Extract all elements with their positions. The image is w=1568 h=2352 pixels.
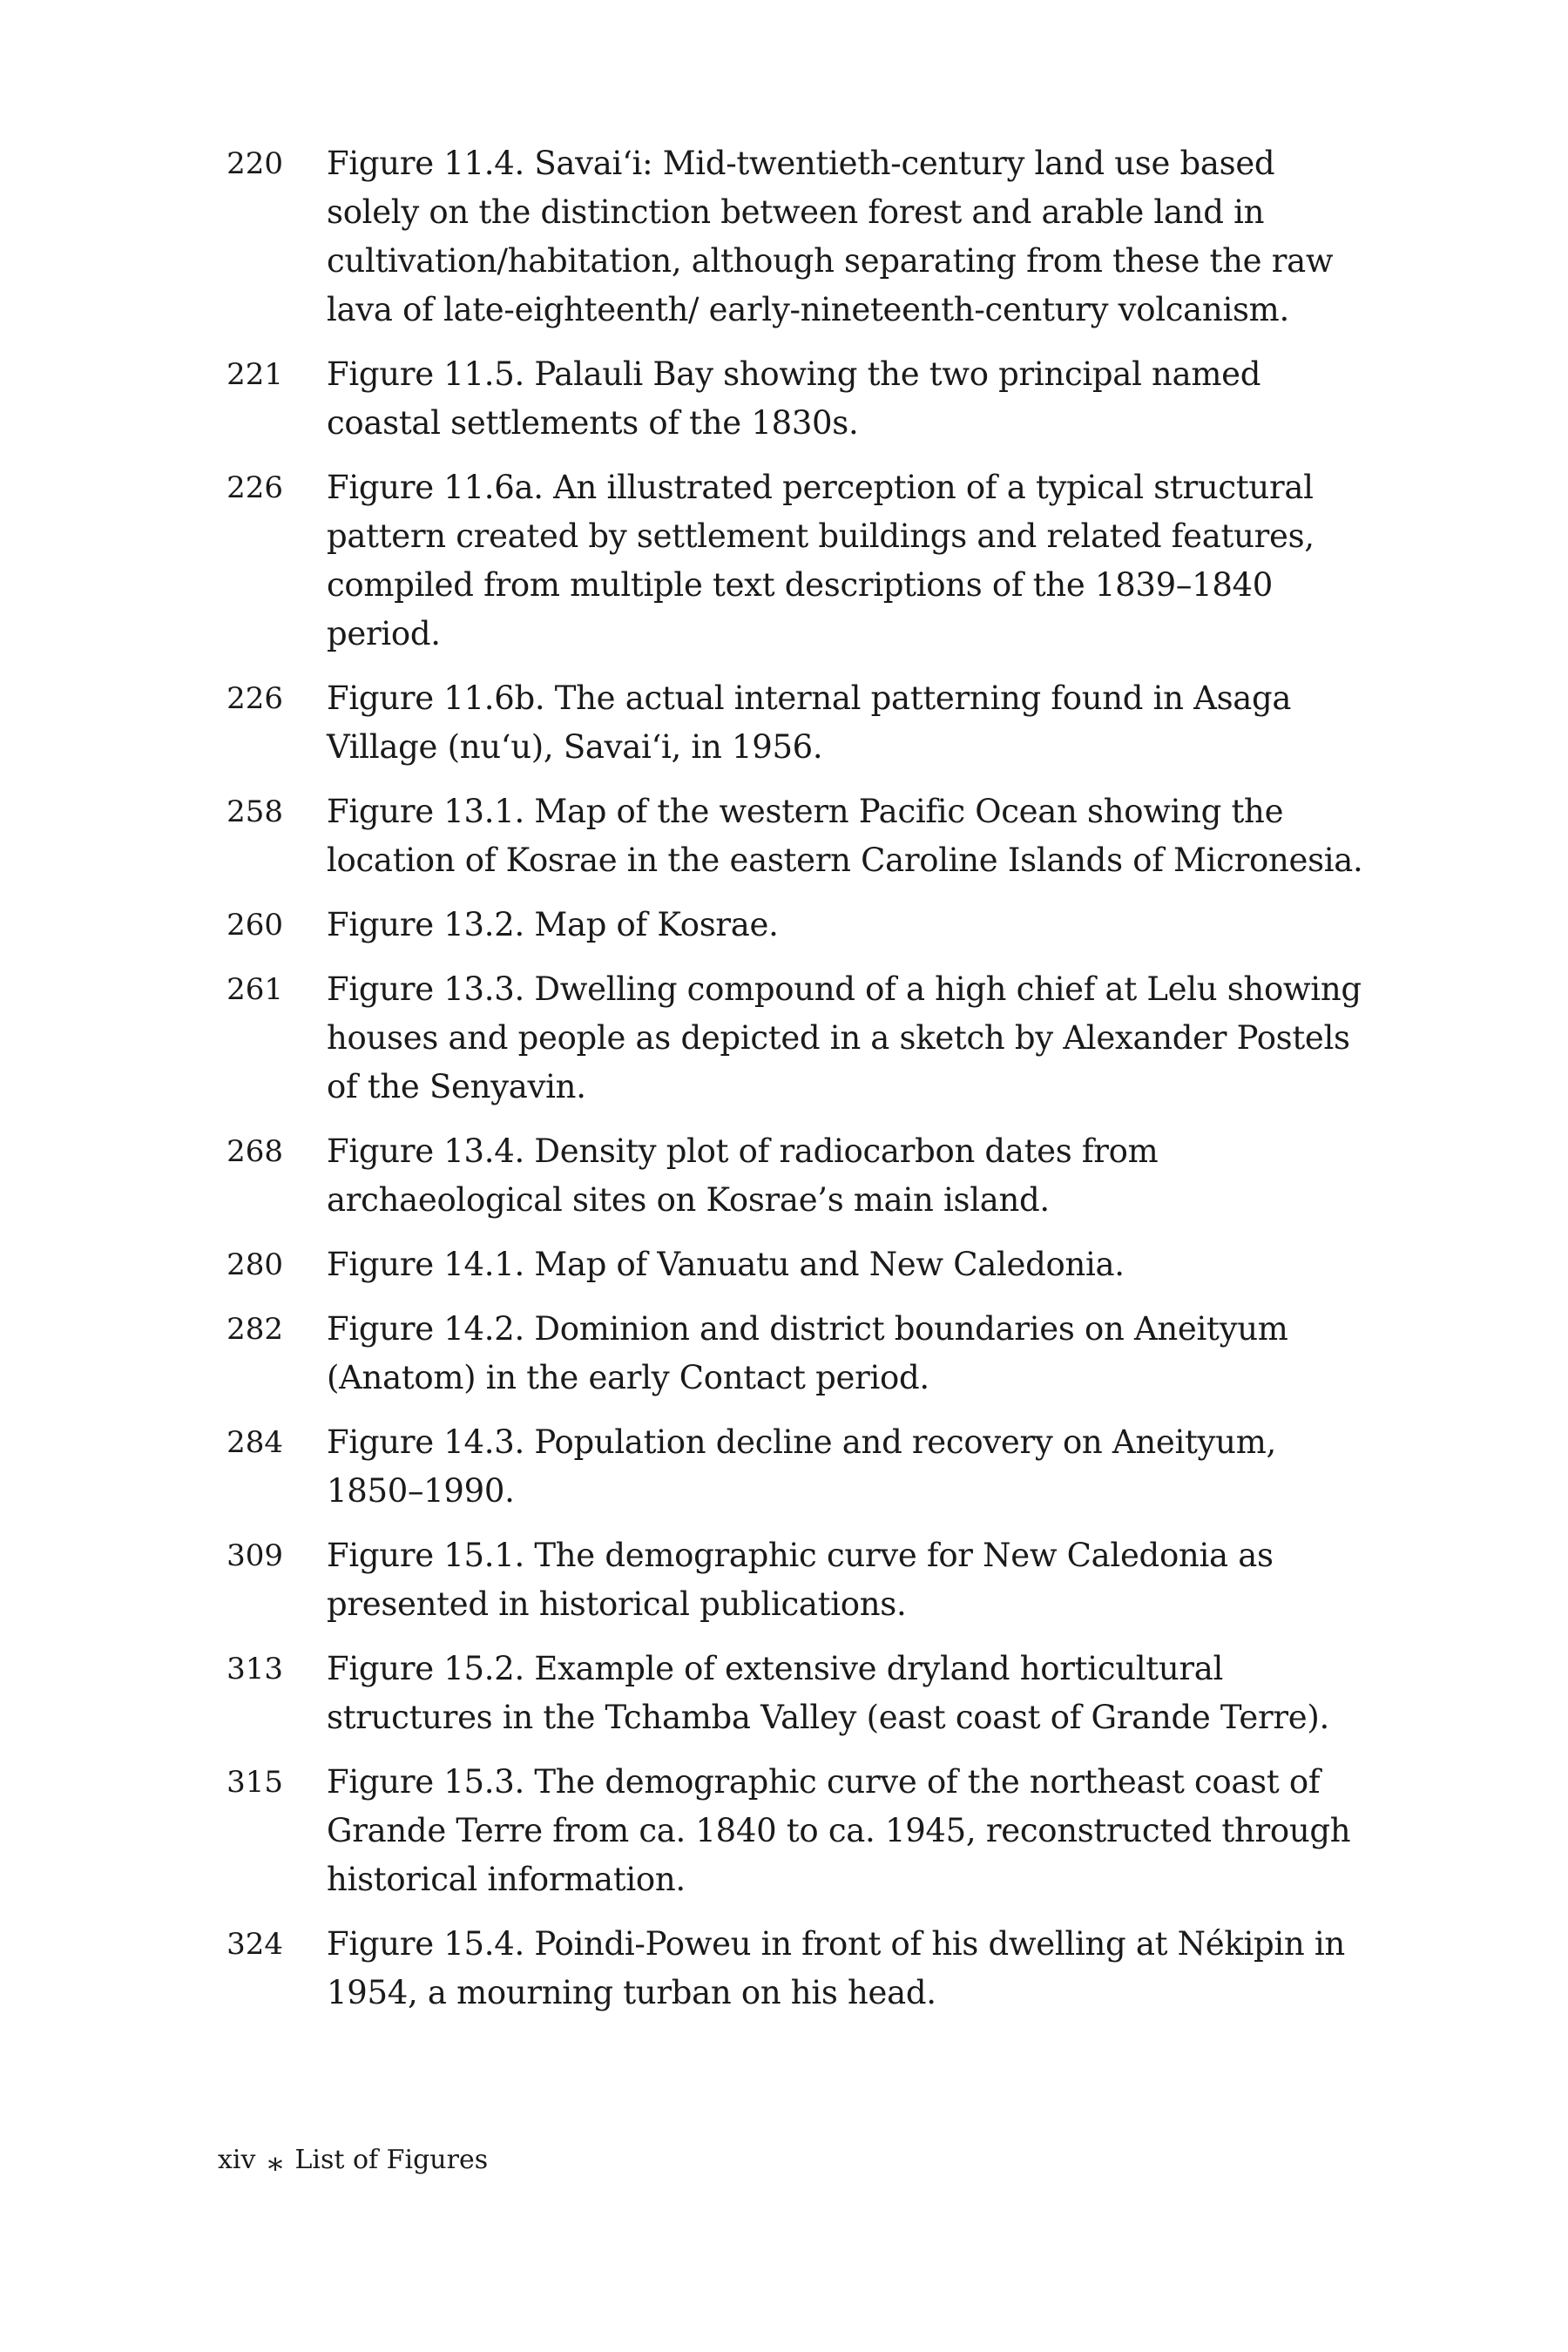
page-number: 260 [226, 908, 283, 943]
list-item [218, 1240, 1376, 1289]
page-number: 258 [226, 794, 283, 829]
list-item [218, 787, 1376, 885]
list-item [218, 1920, 1376, 2017]
figure-caption: Figure 11.6b. The actual internal patterning found in Asaga Village (nu‘u), Savai‘i, in 1956. [327, 679, 1292, 766]
page-number: 280 [226, 1247, 283, 1282]
figure-caption: Figure 13.4. Density plot of radiocarbon dates from archaeological sites on Kosrae’s main island. [327, 1132, 1159, 1219]
list-item [218, 1127, 1376, 1225]
asterisk-ornament-icon: ⁎ [267, 2143, 283, 2178]
figure-caption: Figure 14.2. Dominion and district boundaries on Aneityum (Anatom) in the early Contact period. [327, 1310, 1288, 1396]
list-item [218, 1758, 1376, 1904]
figure-caption: Figure 11.4. Savai‘i: Mid-twentieth-century land use based solely on the distinction between forest and arable land in cultivation/habitation, although separating from these the raw lava of late-eighteenth/ early-nineteenth-century volcanism. [327, 145, 1334, 328]
list-item [218, 674, 1376, 772]
page-number: 221 [226, 357, 283, 392]
page-number: 226 [226, 470, 283, 505]
section-title: List of Figures [294, 2145, 489, 2175]
list-item [218, 1531, 1376, 1629]
list-item [218, 965, 1376, 1112]
figure-caption: Figure 11.5. Palauli Bay showing the two principal named coastal settlements of the 1830s. [327, 355, 1261, 442]
figure-caption: Figure 13.3. Dwelling compound of a high chief at Lelu showing houses and people as depicted in a sketch by Alexander Postels of the Senyavin. [327, 970, 1362, 1105]
figure-caption: Figure 13.2. Map of Kosrae. [327, 906, 779, 943]
figure-caption: Figure 15.1. The demographic curve for New Caledonia as presented in historical publications. [327, 1537, 1274, 1623]
folio: xiv [218, 2145, 256, 2175]
page-number: 324 [226, 1927, 283, 1962]
page-number: 282 [226, 1312, 283, 1347]
page-number: 309 [226, 1538, 283, 1573]
figure-caption: Figure 15.2. Example of extensive dryland horticultural structures in the Tchamba Valley (east coast of Grande Terre). [327, 1650, 1329, 1736]
figure-caption: Figure 11.6a. An illustrated perception of a typical structural pattern created by settlement buildings and related features, compiled from multiple text descriptions of the 1839–1840 period. [327, 469, 1315, 652]
list-item [218, 463, 1376, 659]
figure-list [218, 139, 1376, 2033]
running-footer [218, 2143, 488, 2178]
list-item [218, 1305, 1376, 1402]
page-number: 220 [226, 146, 283, 181]
figure-caption: Figure 13.1. Map of the western Pacific Ocean showing the location of Kosrae in the eastern Caroline Islands of Micronesia. [327, 793, 1363, 879]
page-number: 313 [226, 1652, 283, 1686]
list-item [218, 139, 1376, 335]
figure-caption: Figure 14.3. Population decline and recovery on Aneityum, 1850–1990. [327, 1423, 1276, 1510]
figure-caption: Figure 15.3. The demographic curve of the northeast coast of Grande Terre from ca. 1840 to ca. 1945, reconstructed through historical information. [327, 1763, 1351, 1898]
list-item [218, 1645, 1376, 1742]
page-number: 226 [226, 681, 283, 716]
list-item [218, 901, 1376, 950]
figure-caption: Figure 15.4. Poindi-Poweu in front of his dwelling at Nékipin in 1954, a mourning turban on his head. [327, 1925, 1345, 2011]
page-number: 268 [226, 1134, 283, 1169]
page-number: 315 [226, 1765, 283, 1800]
page-number: 261 [226, 972, 283, 1007]
list-item [218, 350, 1376, 448]
figure-caption: Figure 14.1. Map of Vanuatu and New Caledonia. [327, 1246, 1125, 1283]
page-number: 284 [226, 1425, 283, 1460]
list-item [218, 1418, 1376, 1516]
